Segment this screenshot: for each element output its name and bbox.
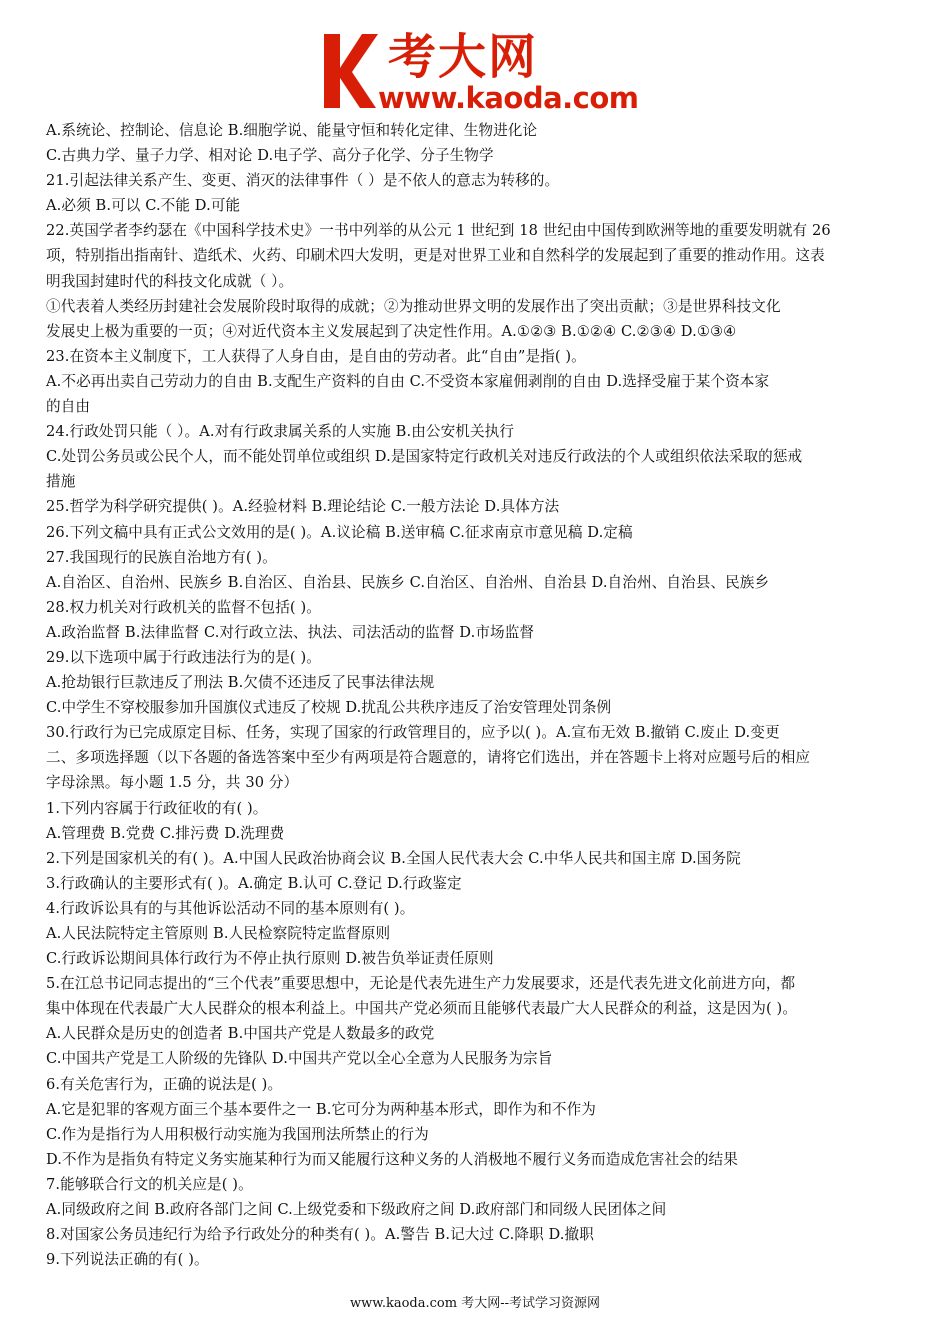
text-line: A.它是犯罪的客观方面三个基本要件之一 B.它可分为两种基本形式，即作为和不作为	[46, 1100, 596, 1118]
text-line: 发展史上极为重要的一页；④对近代资本主义发展起到了决定性作用。A.①②③ B.①②④ C.②③④ D.①③④	[46, 322, 737, 340]
text-line: 21.引起法律关系产生、变更、消灭的法律事件（ ）是不依人的意志为转移的。	[46, 172, 560, 190]
text-line: 24.行政处罚只能（ ）。A.对有行政隶属关系的人实施 B.由公安机关执行	[46, 423, 515, 441]
text-line: 27.我国现行的民族自治地方有( )。	[46, 548, 277, 566]
logo-k-mark	[318, 28, 378, 112]
text-line: 5.在江总书记同志提出的“三个代表”重要思想中，无论是代表先进生产力发展要求，还是代表先进文化前进方向，都	[46, 975, 796, 993]
text-line: 22.英国学者李约瑟在《中国科学技术史》一书中列举的从公元 1 世纪到 18 世纪由中国传到欧洲等地的重要发明就有 26	[46, 222, 831, 240]
text-line: 26.下列文稿中具有正式公文效用的是( )。A.议论稿 B.送审稿 C.征求南京市意见稿 D.定稿	[46, 523, 633, 541]
text-line: A.系统论、控制论、信息论 B.细胞学说、能量守恒和转化定律、生物进化论	[46, 122, 538, 139]
text-line: 30.行政行为已完成原定目标、任务，实现了国家的行政管理目的，应予以( )。A.宣布无效 B.撤销 C.废止 D.变更	[46, 724, 780, 742]
text-line: 字母涂黑。每小题 1.5 分，共 30 分）	[46, 774, 299, 792]
text-line: A.人民法院特定主管原则 B.人民检察院特定监督原则	[46, 925, 391, 942]
text-line: D.不作为是指负有特定义务实施某种行为而又能履行这种义务的人消极地不履行义务而造成危害社会的结果	[46, 1150, 738, 1168]
text-line: 4.行政诉讼具有的与其他诉讼活动不同的基本原则有( )。	[46, 899, 415, 917]
text-line: 9.下列说法正确的有( )。	[46, 1251, 209, 1269]
text-line: C.中国共产党是工人阶级的先锋队 D.中国共产党以全心全意为人民服务为宗旨	[46, 1050, 553, 1068]
text-line: 23.在资本主义制度下，工人获得了人身自由，是自由的劳动者。此“自由”是指( )。	[46, 347, 586, 365]
text-line: A.管理费 B.党费 C.排污费 D.洗理费	[46, 824, 285, 842]
text-line: A.同级政府之间 B.政府各部门之间 C.上级党委和下级政府之间 D.政府部门和同级人民团体之间	[46, 1201, 667, 1219]
text-line: C.古典力学、量子力学、相对论 D.电子学、高分子化学、分子生物学	[46, 147, 494, 165]
text-line: 7.能够联合行文的机关应是( )。	[46, 1175, 253, 1193]
logo-name: 考大网	[388, 29, 539, 85]
text-line: 29.以下选项中属于行政违法行为的是( )。	[46, 648, 321, 666]
document-body	[46, 118, 908, 1272]
text-line: 6.有关危害行为，正确的说法是( )。	[46, 1075, 283, 1093]
text-line: C.中学生不穿校服参加升国旗仪式违反了校规 D.扰乱公共秩序违反了治安管理处罚条例	[46, 699, 612, 717]
text-line: 25.哲学为科学研究提供( )。A.经验材料 B.理论结论 C.一般方法论 D.具体方法	[46, 498, 560, 516]
text-line: 的自由	[46, 398, 91, 416]
text-line: ①代表着人类经历封建社会发展阶段时取得的成就；②为推动世界文明的发展作出了突出贡献；③是世界科技文化	[46, 297, 781, 315]
text-line: 8.对国家公务员违纪行为给予行政处分的种类有( )。A.警告 B.记大过 C.降职 D.撤职	[46, 1226, 594, 1244]
text-line: A.不必再出卖自己劳动力的自由 B.支配生产资料的自由 C.不受资本家雇佣剥削的自由 D.选择受雇于某个资本家	[46, 372, 770, 390]
text-line: 项，特别指出指南针、造纸术、火药、印刷术四大发明，更是对世界工业和自然科学的发展起到了重要的推动作用。这表	[46, 247, 825, 265]
text-line: 集中体现在代表最广大人民群众的根本利益上。中国共产党必须而且能够代表最广大人民群众的利益，这是因为( )。	[46, 1000, 798, 1018]
text-line: 1.下列内容属于行政征收的有( )。	[46, 799, 268, 817]
text-line: C.处罚公务员或公民个人，而不能处罚单位或组织 D.是国家特定行政机关对违反行政法的个人或组织依法采取的惩戒	[46, 448, 803, 466]
text-line: A.人民群众是历史的创造者 B.中国共产党是人数最多的政党	[46, 1025, 435, 1043]
logo-url: www.kaoda.com	[378, 81, 639, 115]
logo	[318, 28, 638, 114]
page-footer: www.kaoda.com 考大网--考试学习资源网	[350, 1296, 600, 1311]
text-line: 措施	[46, 473, 76, 491]
text-line: 3.行政确认的主要形式有( )。A.确定 B.认可 C.登记 D.行政鉴定	[46, 874, 462, 892]
text-line: C.作为是指行为人用积极行动实施为我国刑法所禁止的行为	[46, 1125, 429, 1143]
text-line: A.政治监督 B.法律监督 C.对行政立法、执法、司法活动的监督 D.市场监督	[46, 623, 535, 641]
text-line: 二、多项选择题（以下各题的备选答案中至少有两项是符合题意的，请将它们选出，并在答题卡上将对应题号后的相应	[46, 749, 811, 767]
text-line: A.自治区、自治州、民族乡 B.自治区、自治县、民族乡 C.自治区、自治州、自治县 D.自治州、自治县、民族乡	[46, 573, 770, 591]
text-line: 28.权力机关对行政机关的监督不包括( )。	[46, 598, 321, 616]
text-line: 明我国封建时代的科技文化成就（ ）。	[46, 272, 294, 290]
text-line: A.抢劫银行巨款违反了刑法 B.欠债不还违反了民事法律法规	[46, 674, 435, 692]
text-line: C.行政诉讼期间具体行政行为不停止执行原则 D.被告负举证责任原则	[46, 950, 494, 968]
text-line: A.必须 B.可以 C.不能 D.可能	[46, 197, 241, 215]
text-line: 2.下列是国家机关的有( )。A.中国人民政治协商会议 B.全国人民代表大会 C.中华人民共和国主席 D.国务院	[46, 849, 741, 867]
